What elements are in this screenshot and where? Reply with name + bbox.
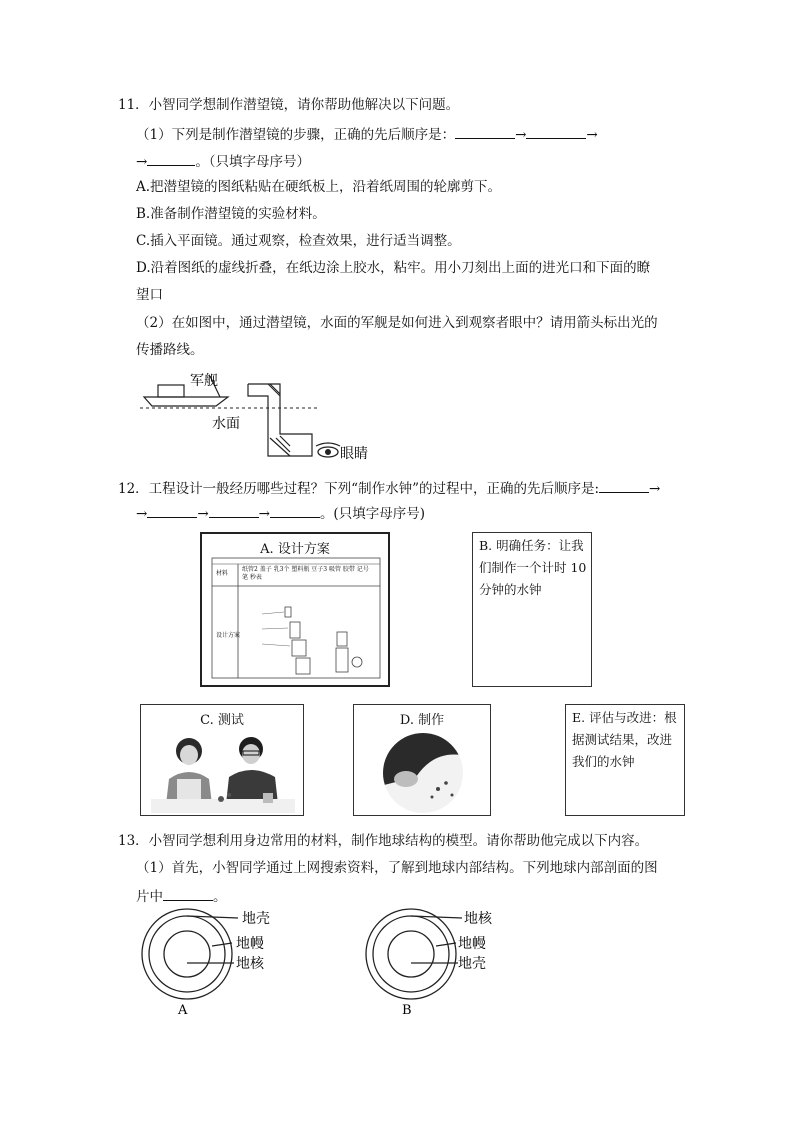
q13-stem: 13．小智同学想利用身边常用的材料，制作地球结构的模型。请你帮助他完成以下内容。 [118, 833, 649, 849]
q11-option-c: C.插入平面镜。通过观察，检查效果，进行适当调整。 [136, 233, 461, 249]
fig-b-caption: B [402, 1003, 412, 1018]
box-b-line: B. 明确任务：让我 [479, 538, 584, 553]
label-eye: 眼睛 [340, 446, 368, 462]
box-a-materials: 纸管2 盖子 乳3个 塑料瓶 豆子3 吸管 胶带 记号笔 秒表 [242, 566, 369, 581]
answer-blank-13[interactable] [163, 886, 213, 901]
answer-blank-12-3[interactable] [209, 503, 259, 518]
making-photo [376, 727, 470, 815]
box-e-line: E. 评估与改进：根 [572, 710, 677, 725]
answer-blank-3[interactable] [147, 151, 195, 166]
q11-option-b: B.准备制作潜望镜的实验材料。 [136, 206, 326, 222]
q13-p1-line1: （1）首先，小智同学通过上网搜索资料，了解到地球内部结构。下列地球内部剖面的图 [136, 860, 658, 876]
box-a-row1: 材料 [216, 570, 229, 577]
q12-line2 [136, 503, 425, 523]
label-water: 水面 [212, 416, 240, 432]
box-b-task [472, 532, 592, 687]
arrow: → [649, 481, 661, 497]
periscope-figure [140, 366, 400, 466]
q11-option-a: A.把潜望镜的图纸粘贴在硬纸板上，沿着纸周围的轮廓剪下。 [136, 179, 502, 195]
box-e-evaluate [565, 704, 685, 816]
box-d-making [353, 704, 491, 816]
answer-blank-2[interactable] [526, 124, 586, 139]
answer-blank-1[interactable] [455, 124, 515, 139]
answer-blank-12-2[interactable] [147, 503, 197, 518]
arrow: → [586, 127, 598, 143]
q11-p1-line [136, 124, 598, 144]
arrow: → [515, 127, 527, 143]
fig-a-label-3: 地核 [236, 956, 264, 972]
box-c-testing [140, 704, 304, 816]
label-warship: 军舰 [190, 373, 218, 389]
q13-p1-prefix: 片中 [136, 889, 163, 905]
fig-a-label-2: 地幔 [236, 936, 264, 952]
design-sheet [202, 534, 388, 685]
testing-photo [151, 729, 295, 813]
arrow: → [136, 154, 148, 170]
box-c-title: C. 测试 [200, 713, 244, 728]
q11-p2-line2: 传播路线。 [136, 342, 204, 358]
box-e-line: 据测试结果，改进 [572, 732, 673, 747]
periscope-body [248, 384, 312, 456]
fig-b-label-2: 地幔 [458, 936, 486, 952]
answer-blank-12-1[interactable] [599, 478, 649, 493]
box-b-text [479, 535, 586, 601]
q11-option-d-cont: 望口 [136, 287, 163, 303]
q13-p1-suffix: 。 [213, 889, 227, 905]
eye-icon [316, 443, 340, 457]
arrow: → [197, 506, 209, 522]
fig-a-caption: A [178, 1003, 188, 1018]
box-e-line: 我们的水钟 [572, 754, 635, 769]
box-a-row2: 设计方案 [216, 632, 241, 639]
q11-p1-suffix: 。（只填字母序号） [195, 154, 311, 170]
earth-figure-a [134, 906, 314, 1018]
box-a-design-plan [200, 532, 390, 687]
q11-p2-line1: （2）在如图中，通过潜望镜，水面的军舰是如何进入到观察者眼中？请用箭头标出光的 [136, 315, 658, 331]
q11-p1-line2 [136, 151, 310, 171]
box-d-title: D. 制作 [399, 713, 445, 728]
fig-b-label-3: 地壳 [458, 956, 486, 972]
q11-option-d: D.沿着图纸的虚线折叠，在纸边涂上胶水，粘牢。用小刀刻出上面的进光口和下面的瞭 [136, 260, 651, 276]
q11-stem: 11．小智同学想制作潜望镜，请你帮助他解决以下问题。 [118, 97, 460, 113]
q11-p1-label: （1）下列是制作潜望镜的步骤，正确的先后顺序是： [136, 127, 456, 143]
answer-blank-12-4[interactable] [270, 503, 320, 518]
arrow: → [258, 506, 270, 522]
box-b-line: 们制作一个计时 10 [479, 560, 587, 575]
box-a-title: A. 设计方案 [260, 542, 330, 557]
box-b-line: 分钟的水钟 [479, 582, 542, 597]
fig-b-label-1: 地核 [464, 911, 492, 927]
box-e-text [572, 707, 677, 773]
arrow: → [136, 506, 148, 522]
q12-line1 [118, 478, 660, 498]
fig-a-label-1: 地壳 [242, 911, 270, 927]
q12-suffix: 。(只填字母序号) [319, 506, 425, 522]
q13-p1-line2 [136, 886, 227, 906]
q12-stem: 12．工程设计一般经历哪些过程？下列“制作水钟”的过程中，正确的先后顺序是: [118, 481, 600, 497]
earth-figure-b [358, 906, 538, 1018]
